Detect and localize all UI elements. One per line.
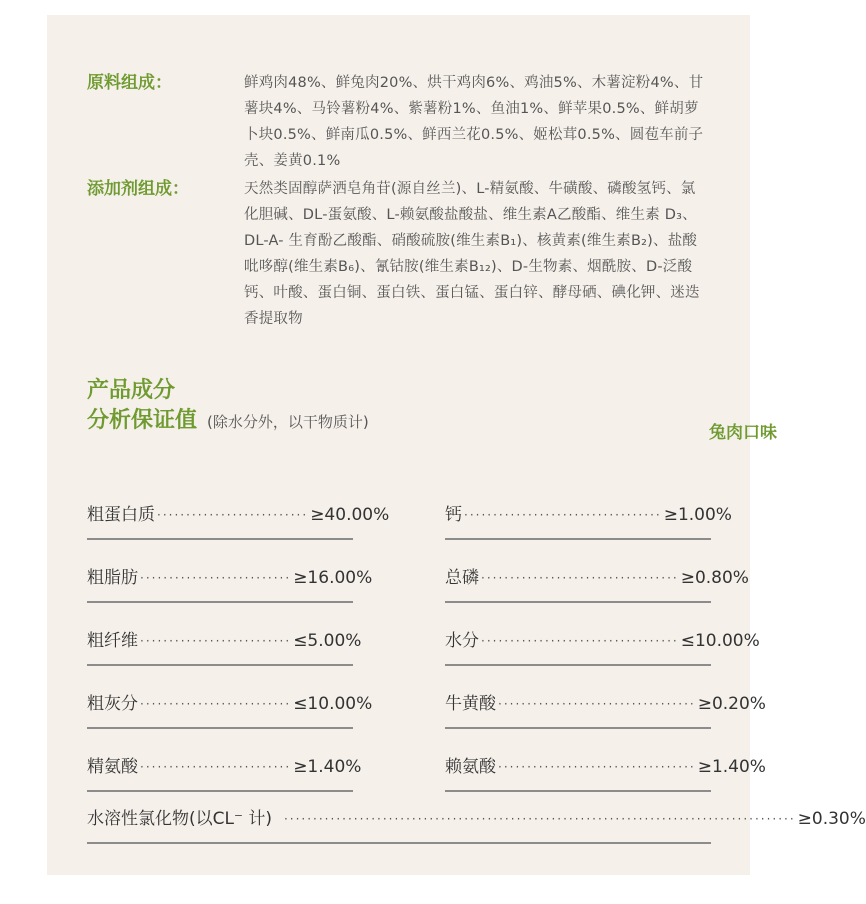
item-name: 总磷 [445,568,479,588]
analysis-title [87,376,369,437]
item-name: 牛黄酸 [445,694,496,714]
item-value: ≥0.20% [697,694,766,714]
item-value: ≥1.40% [697,757,766,777]
analysis-title-line1: 产品成分 [87,378,176,403]
analysis-item: 钙 ·································· ≥1.00% [445,500,711,540]
item-value: ≥40.00% [310,505,390,525]
item-value: ≥0.30% [797,809,866,829]
item-name: 水溶性氯化物(以CL⁻ 计) [87,809,272,829]
analysis-item: 水分 ·································· ≤10.00% [445,626,711,666]
item-name: 粗灰分 [87,694,138,714]
ingredients-section [87,70,707,174]
item-name: 钙 [445,505,462,525]
analysis-item: 赖氨酸 ·································· ≥1.40% [445,752,711,792]
additives-label: 添加剂组成： [87,179,189,199]
ingredients-text: 鲜鸡肉48%、鲜兔肉20%、烘干鸡肉6%、鸡油5%、木薯淀粉4%、甘薯块4%、马铃薯粉4%、紫薯粉1%、鱼油1%、鲜苹果0.5%、鲜胡萝卜块0.5%、鲜南瓜0.5%、鲜西兰花0.5%、姬松茸0.5%、圆苞车前子壳、姜黄0.1% [244,75,704,169]
analysis-item: 精氨酸 ·························· ≥1.40% [87,752,353,792]
analysis-item: 粗纤维 ·························· ≤5.00% [87,626,353,666]
item-value: ≥1.40% [293,757,362,777]
analysis-item: 粗灰分 ·························· ≤10.00% [87,689,353,729]
analysis-item: 粗脂肪 ·························· ≥16.00% [87,563,353,603]
item-value: ≥0.80% [680,568,749,588]
item-value: ≤5.00% [293,631,362,651]
item-name: 精氨酸 [87,757,138,777]
item-name: 粗蛋白质 [87,505,155,525]
item-name: 赖氨酸 [445,757,496,777]
item-name: 水分 [445,631,479,651]
flavor-label: 兔肉口味 [709,423,777,443]
analysis-item: 牛黄酸 ·································· ≥0.20% [445,689,711,729]
item-name: 粗纤维 [87,631,138,651]
analysis-item-full: 水溶性氯化物(以CL⁻ 计) ························································································ ≥0.30% [87,804,711,844]
ingredients-label: 原料组成： [87,73,172,93]
analysis-title-line2: 分析保证值 [87,408,198,433]
item-value: ≤10.00% [293,694,373,714]
additives-text: 天然类固醇萨洒皂角苷(源自丝兰)、L-精氨酸、牛磺酸、磷酸氢钙、氯化胆碱、DL-蛋氨酸、L-赖氨酸盐酸盐、维生素A乙酸酯、维生素 D₃、DL-A- 生育酚乙酸酯、硝酸硫胺(维生素B₁)、核黄素(维生素B₂)、盐酸吡哆醇(维生素B₆)、氰钴胺(维生素B₁₂)、D-生物素、烟酰胺、D-泛酸钙、叶酸、蛋白铜、蛋白铁、蛋白锰、蛋白锌、酵母硒、碘化钾、迷迭香提取物 [244,181,700,327]
analysis-item: 粗蛋白质 ·························· ≥40.00% [87,500,353,540]
item-value: ≥16.00% [293,568,373,588]
item-value: ≤10.00% [680,631,760,651]
additives-section [87,176,707,332]
analysis-note: (除水分外，以干物质计) [207,413,369,431]
item-value: ≥1.00% [663,505,732,525]
item-name: 粗脂肪 [87,568,138,588]
analysis-item: 总磷 ·································· ≥0.80% [445,563,711,603]
